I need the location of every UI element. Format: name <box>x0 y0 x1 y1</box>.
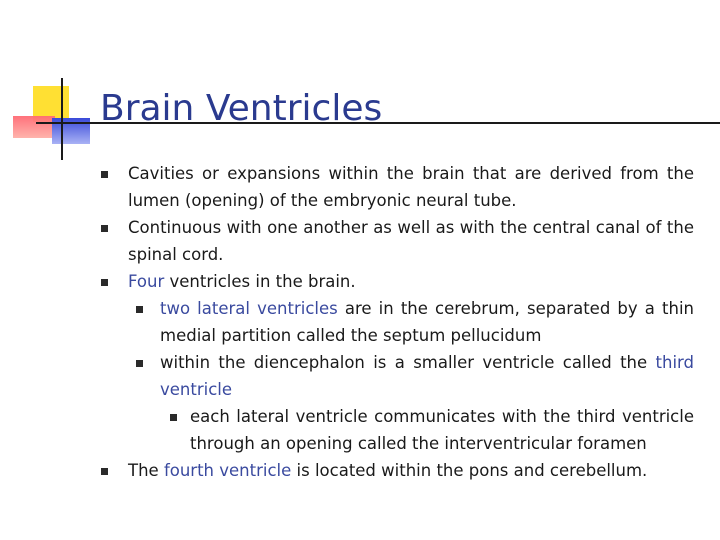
bullet-text: ventricles in the brain. <box>164 272 356 291</box>
bullet-text: The <box>128 461 164 480</box>
bullet-icon <box>136 306 143 313</box>
bullet-icon <box>101 279 108 286</box>
bullet-text: is located within the pons and cerebellum. <box>291 461 648 480</box>
sub-bullet-item <box>100 349 694 403</box>
bullet-text: Continuous with one another as well as with the central canal of the spinal cord. <box>128 218 694 264</box>
bullet-text: Cavities or expansions within the brain that are derived from the lumen (opening) of the embryonic neural tube. <box>128 164 694 210</box>
decor-vertical-line <box>61 78 63 160</box>
bullet-text: are in the cerebrum, separated by a thin medial partition called the septum pellucidum <box>160 299 694 345</box>
slide-title: Brain Ventricles <box>100 88 383 129</box>
sub-sub-bullet-item <box>100 403 694 457</box>
bullet-icon <box>136 360 143 367</box>
bullet-item <box>100 268 694 295</box>
highlight-text: third ventricle <box>160 353 694 399</box>
bullet-icon <box>170 414 177 421</box>
bullet-icon <box>101 171 108 178</box>
bullet-list <box>100 160 694 484</box>
bullet-item <box>100 457 694 484</box>
bullet-item <box>100 160 694 214</box>
decor-pink-rectangle <box>13 116 55 138</box>
bullet-text: within the diencephalon is a smaller ventricle called the <box>160 353 656 372</box>
highlight-text: fourth ventricle <box>163 461 292 480</box>
bullet-icon <box>101 225 108 232</box>
bullet-item <box>100 214 694 268</box>
sub-bullet-item <box>100 295 694 349</box>
bullet-text: each lateral ventricle communicates with the third ventricle through an opening called the interventricular foramen <box>190 407 694 453</box>
highlight-text: Four <box>128 272 165 291</box>
highlight-text: two lateral ventricles <box>160 299 338 318</box>
bullet-icon <box>101 468 108 475</box>
